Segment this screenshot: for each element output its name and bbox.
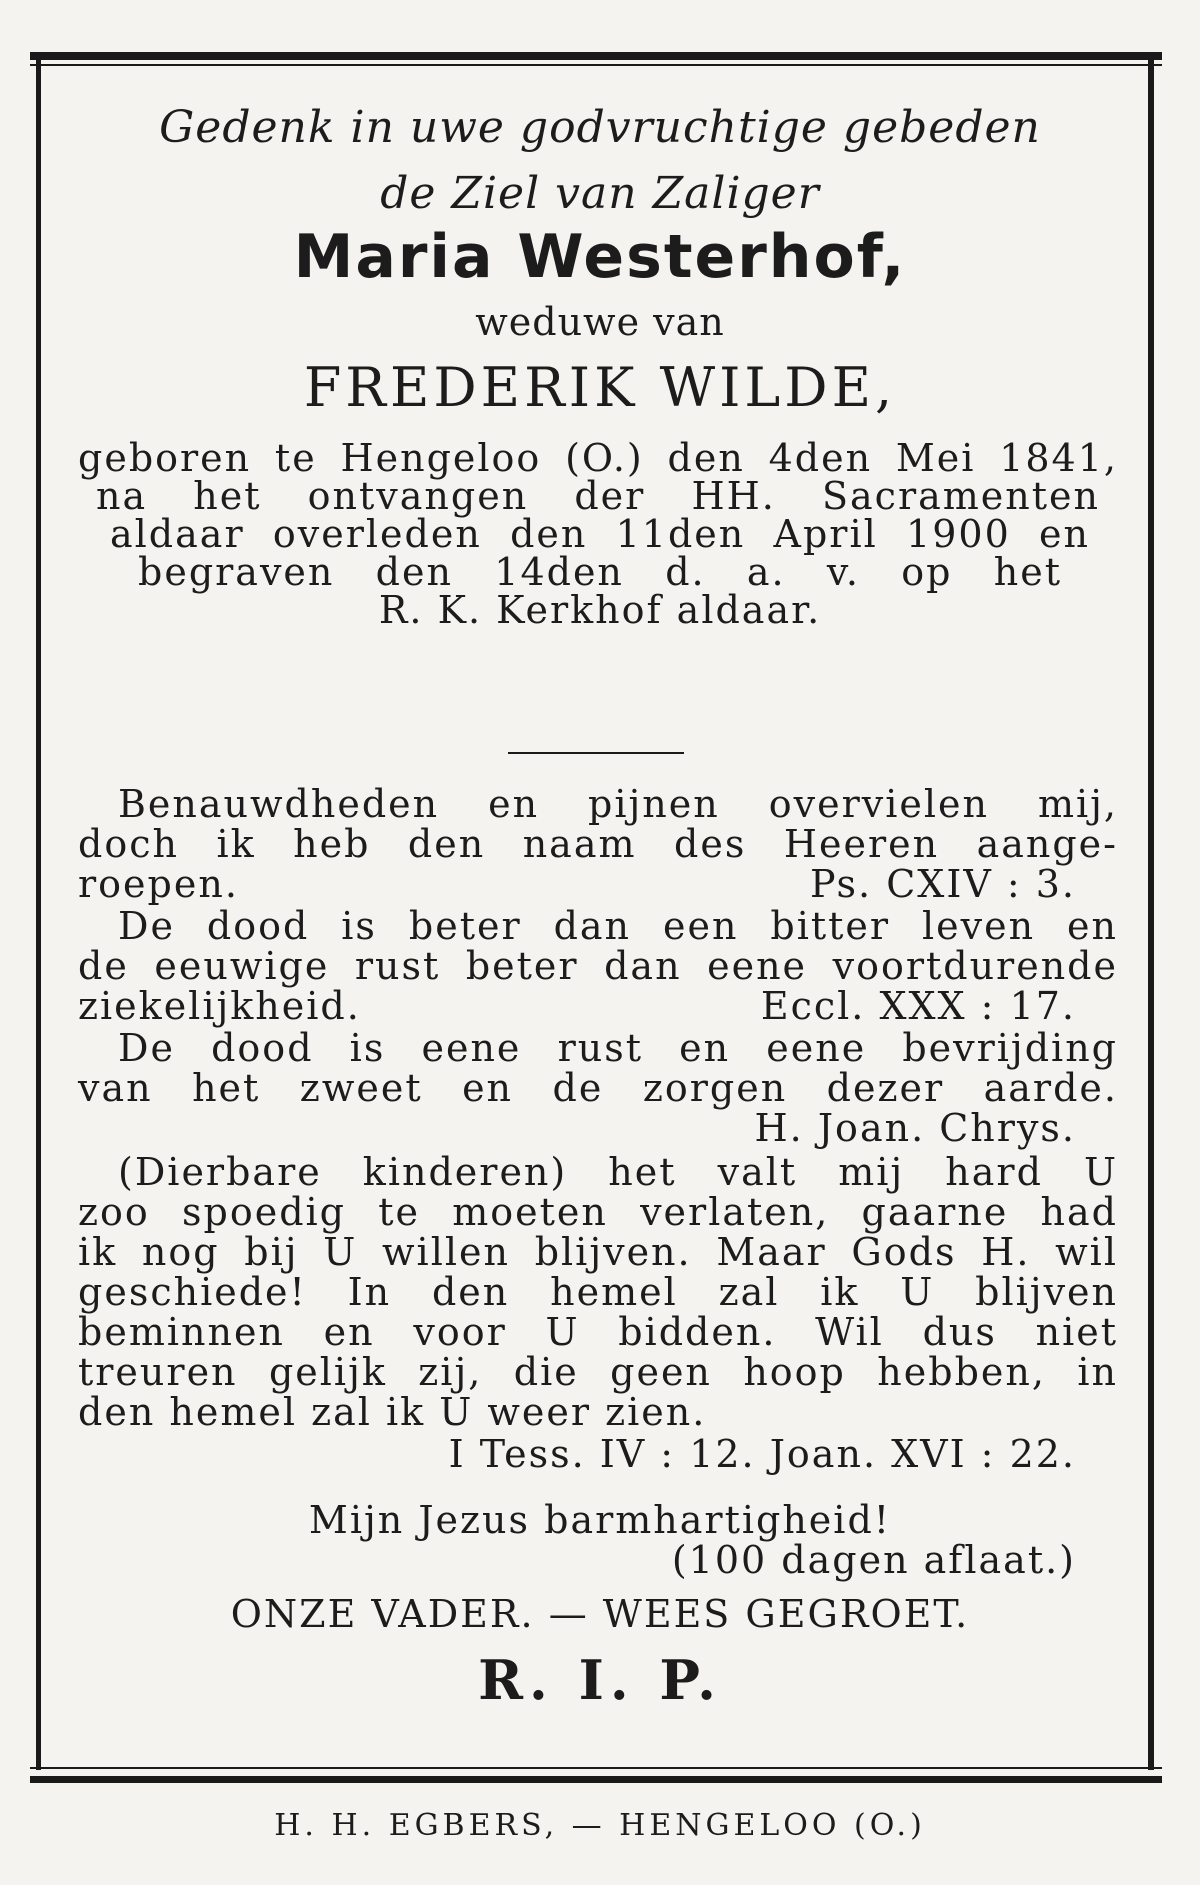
closing-prayer: Mijn Jezus barmhartigheid! <box>308 1498 892 1542</box>
prayer-names: ONZE VADER. — WEES GEGROET. <box>230 1592 970 1636</box>
verse1-reference: Ps. CXIV : 3. <box>809 862 1076 906</box>
verse4-reference: I Tess. IV : 12. Joan. XVI : 22. <box>448 1432 1076 1476</box>
verse1-line-1: Benauwdheden en pijnen overvielen mij, <box>118 782 1118 826</box>
widow-of-label: weduwe van <box>475 300 725 344</box>
bio-line-2: na het ontvangen der HH. Sacramenten <box>96 474 1100 518</box>
verse4-line-7: den hemel zal ik U weer zien. <box>78 1390 707 1434</box>
section-divider <box>508 752 684 754</box>
printer-credit: H. H. EGBERS, — HENGELOO (O.) <box>274 1808 926 1843</box>
verse3-reference: H. Joan. Chrys. <box>754 1106 1076 1150</box>
verse2-line-3: ziekelijkheid. <box>78 984 361 1028</box>
indulgence-note: (100 dagen aflaat.) <box>671 1538 1076 1582</box>
verse2-line-1: De dood is beter dan een bitter leven en <box>118 904 1118 948</box>
bottom-border-rule <box>30 1776 1162 1783</box>
verse2-line-2: de eeuwige rust beter dan eene voortdurende <box>78 944 1118 988</box>
bio-line-5: R. K. Kerkhof aldaar. <box>378 588 822 632</box>
bio-line-3: aldaar overleden den 11den April 1900 en <box>110 512 1090 556</box>
verse4-line-2: zoo spoedig te moeten verlaten, gaarne had <box>78 1190 1118 1234</box>
intro-line-2: de Ziel van Zaliger <box>380 168 820 219</box>
bio-line-1: geboren te Hengeloo (O.) den 4den Mei 1841, <box>78 436 1118 480</box>
deceased-name: Maria Westerhof, <box>293 222 907 292</box>
verse3-line-1: De dood is eene rust en eene bevrijding <box>118 1026 1118 1070</box>
bottom-border-thin-rule <box>30 1767 1162 1769</box>
verse1-line-3: roepen. <box>78 862 239 906</box>
verse1-line-2: doch ik heb den naam des Heeren aange- <box>78 822 1118 866</box>
verse3-line-2: van het zweet en de zorgen dezer aarde. <box>78 1066 1118 1110</box>
verse4-line-5: beminnen en voor U bidden. Wil dus niet <box>78 1310 1118 1354</box>
verse4-line-3: ik nog bij U willen blijven. Maar Gods H. wil <box>78 1230 1118 1274</box>
verse2-reference: Eccl. XXX : 17. <box>760 984 1076 1028</box>
verse4-line-6: treuren gelijk zij, die geen hoop hebben, in <box>78 1350 1118 1394</box>
bio-line-4: begraven den 14den d. a. v. op het <box>138 550 1062 594</box>
verse4-line-1: (Dierbare kinderen) het valt mij hard U <box>118 1150 1118 1194</box>
verse4-line-4: geschiede! In den hemel zal ik U blijven <box>78 1270 1118 1314</box>
intro-line-1: Gedenk in uwe godvruchtige gebeden <box>159 102 1041 153</box>
husband-name: FREDERIK WILDE, <box>303 356 897 419</box>
rip-inscription: R. I. P. <box>478 1648 722 1712</box>
